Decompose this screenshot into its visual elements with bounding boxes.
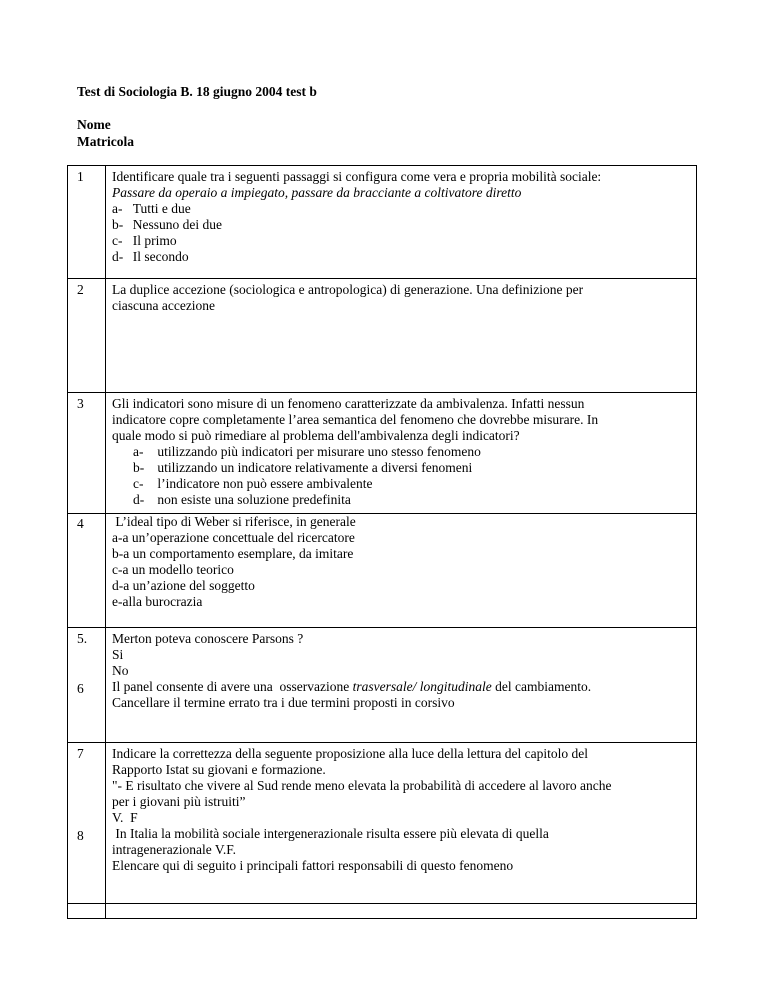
question-7: [112, 746, 682, 826]
question-italic-text: Passare da operaio a impiegato, passare da bracciante a coltivatore diretto: [112, 185, 522, 200]
row-divider: [67, 742, 697, 743]
question-text: a-a un’operazione concettuale del ricercatore: [112, 530, 355, 545]
question-number: 7: [77, 746, 84, 761]
option-text: Il primo: [132, 233, 177, 248]
answer-option: [112, 476, 682, 492]
question-text: c-a un modello teorico: [112, 562, 234, 577]
column-divider: [696, 165, 697, 919]
question-number: 2: [77, 282, 84, 297]
option-text: l’indicatore non può essere ambivalente: [157, 476, 373, 491]
option-letter: b-: [133, 460, 145, 475]
question-italic-text: trasversale/ longitudinale: [352, 679, 492, 694]
answer-option: [112, 249, 682, 265]
question-2: [112, 282, 682, 314]
question-text: Rapporto Istat su giovani e formazione.: [112, 762, 326, 777]
column-divider: [67, 165, 68, 919]
option-text: Nessuno dei due: [132, 217, 222, 232]
column-divider: [105, 165, 106, 919]
answer-option: [112, 460, 682, 476]
question-text: Cancellare il termine errato tra i due termini proposti in corsivo: [112, 695, 455, 710]
row-divider: [67, 392, 697, 393]
option-letter: a-: [133, 444, 144, 459]
row-divider: [67, 903, 697, 904]
question-4: [112, 514, 682, 610]
question-number: 5.: [77, 631, 88, 646]
question-text: Merton poteva conoscere Parsons ?: [112, 631, 304, 646]
option-letter: c-: [133, 476, 144, 491]
question-text: ciascuna accezione: [112, 298, 216, 313]
row-divider: [67, 278, 697, 279]
question-text: La duplice accezione (sociologica e antropologica) di generazione. Una definizione per: [112, 282, 584, 297]
option-text: non esiste una soluzione predefinita: [157, 492, 351, 507]
name-label: Nome: [77, 117, 111, 132]
question-text: In Italia la mobilità sociale intergenerazionale risulta essere più elevata di quella: [112, 826, 549, 841]
question-text: intragenerazionale V.F.: [112, 842, 237, 857]
option-text: Tutti e due: [132, 201, 191, 216]
test-title: Test di Sociologia B. 18 giugno 2004 test b: [77, 84, 317, 99]
question-text: "- E risultato che vivere al Sud rende meno elevata la probabilità di accedere al lavoro anche: [112, 778, 612, 793]
option-letter: d-: [112, 249, 124, 264]
question-number: 4: [77, 516, 84, 531]
question-text: L’ideal tipo di Weber si riferisce, in generale: [112, 514, 356, 529]
question-text: [112, 679, 682, 695]
answer-option: [112, 217, 682, 233]
question-text: quale modo si può rimediare al problema dell'ambivalenza degli indicatori?: [112, 428, 520, 443]
option-text: utilizzando un indicatore relativamente a diversi fenomeni: [157, 460, 473, 475]
question-text: per i giovani più istruiti”: [112, 794, 246, 809]
answer-option: [112, 201, 682, 217]
question-8: [112, 826, 682, 874]
row-divider: [67, 627, 697, 628]
answer-option: [112, 233, 682, 249]
question-number: 6: [77, 681, 84, 696]
question-text: V. F: [112, 810, 138, 825]
question-text: Indicare la correttezza della seguente proposizione alla luce della lettura del capitolo del: [112, 746, 589, 761]
option-letter: d-: [133, 492, 145, 507]
answer-option: [112, 492, 682, 508]
question-text: No: [112, 663, 129, 678]
question-text: d-a un’azione del soggetto: [112, 578, 255, 593]
row-divider: [67, 165, 697, 166]
answer-option: [112, 444, 682, 460]
question-text: Si: [112, 647, 124, 662]
question-text: e-alla burocrazia: [112, 594, 203, 609]
question-1: [112, 169, 682, 265]
option-letter: a-: [112, 201, 123, 216]
question-3: [112, 396, 682, 508]
question-text-part: Il panel consente di avere una osservazione: [112, 679, 353, 694]
question-number: 1: [77, 169, 84, 184]
question-6: [112, 679, 682, 711]
question-number: 3: [77, 396, 84, 411]
question-text: Identificare quale tra i seguenti passaggi si configura come vera e propria mobilità sociale:: [112, 169, 602, 184]
question-text: Gli indicatori sono misure di un fenomeno caratterizzate da ambivalenza. Infatti nessun: [112, 396, 585, 411]
question-number: 8: [77, 828, 84, 843]
option-text: Il secondo: [132, 249, 189, 264]
student-id-label: Matricola: [77, 134, 134, 149]
question-text: b-a un comportamento esemplare, da imitare: [112, 546, 354, 561]
question-text: Elencare qui di seguito i principali fattori responsabili di questo fenomeno: [112, 858, 514, 873]
questions-table: [67, 165, 697, 919]
question-text-part: del cambiamento.: [491, 679, 592, 694]
option-letter: b-: [112, 217, 124, 232]
row-divider: [67, 918, 697, 919]
option-letter: c-: [112, 233, 123, 248]
question-text: indicatore copre completamente l’area semantica del fenomeno che dovrebbe misurare. In: [112, 412, 599, 427]
option-text: utilizzando più indicatori per misurare uno stesso fenomeno: [157, 444, 481, 459]
question-5: [112, 631, 682, 679]
